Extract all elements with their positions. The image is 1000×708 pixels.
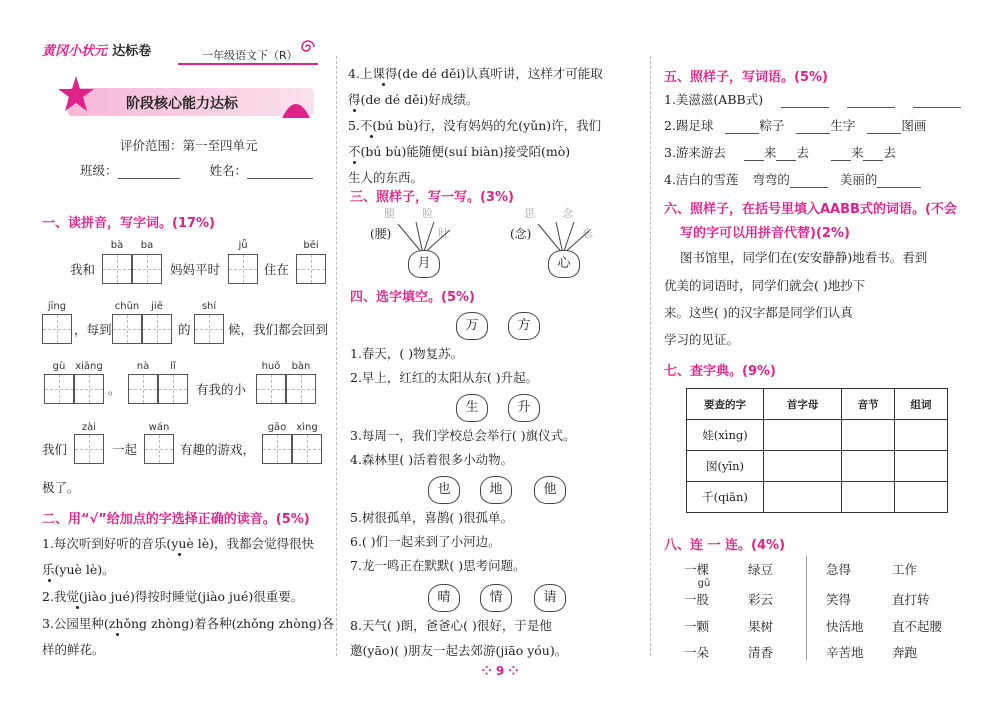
pinyin: gǔ — [697, 578, 711, 589]
pinyin: jǖ — [238, 240, 248, 251]
match-item[interactable]: 直不起腰 — [892, 619, 943, 634]
section-8-title: 八、连 一 连。(4%) — [664, 538, 786, 553]
text: 一起 — [112, 442, 138, 457]
emphasis-dot — [370, 135, 373, 138]
answer-blank[interactable] — [847, 107, 895, 108]
question-line: 生人的东西。 — [348, 170, 424, 185]
page-number: ⁘ 9 ⁘ — [481, 664, 519, 678]
question-line: 1.春天，( )物复苏。 — [350, 346, 464, 361]
question-line: 2.我觉(jiào jué)得按时睡觉(jiào jué)很重要。 — [42, 589, 304, 604]
question-line: 乐(yuè lè)。 — [42, 562, 115, 577]
answer-blank[interactable] — [744, 160, 764, 161]
text: 有我的小 — [196, 382, 247, 397]
paragraph-line: 优美的词语时，同学们就会( )地抄下 — [664, 278, 866, 293]
write-box[interactable] — [128, 374, 158, 404]
emphasis-dot — [382, 83, 385, 86]
write-box[interactable] — [142, 314, 172, 344]
answer-blank[interactable] — [781, 107, 829, 108]
write-box[interactable] — [74, 374, 104, 404]
match-item[interactable]: 绿豆 — [748, 562, 774, 577]
question-line: 3.公园里种(zhǒng zhòng)着各种(zhǒng zhòng)各 — [42, 616, 335, 631]
text: ，每到 — [74, 322, 112, 337]
pinyin: wán — [148, 422, 170, 433]
paragraph-line: 学习的见证。 — [664, 332, 740, 347]
question-line: 得(de dé děi)好成绩。 — [348, 92, 479, 107]
class-field: 班级： 姓名： — [80, 163, 313, 179]
match-item[interactable]: 辛苦地 — [826, 645, 864, 660]
question-line: 5.不(bú bù)行，没有妈妈的允(yǔn)许，我们 — [348, 118, 602, 133]
text: 极了。 — [42, 480, 80, 495]
text: 妈妈平时 — [170, 262, 221, 277]
pinyin: ba — [140, 240, 154, 251]
char-option: 升 — [508, 394, 540, 422]
banner-title: 阶段核心能力达标 — [126, 96, 238, 112]
question-line: 样的鲜花。 — [42, 642, 105, 657]
class-blank[interactable] — [118, 178, 180, 179]
pinyin: jīng — [47, 301, 67, 312]
section-2-title: 二、用“√”给加点的字选择正确的读音。(5%) — [42, 512, 310, 527]
char-option: 地 — [480, 476, 512, 504]
col-header: 首字母 — [764, 389, 842, 420]
section-5-title: 五、照样子，写词语。(5%) — [664, 70, 828, 85]
brand-name: 黄冈小状元 — [42, 44, 108, 59]
answer-blank[interactable] — [796, 133, 830, 134]
pinyin: chūn — [114, 301, 140, 312]
match-item[interactable]: 彩云 — [748, 592, 774, 607]
text: 的 — [178, 322, 191, 337]
dictionary-table — [686, 388, 948, 513]
table-row: 娃(xìng) — [687, 420, 948, 451]
write-box[interactable] — [262, 434, 292, 464]
char-option: 情 — [480, 584, 512, 612]
answer-blank[interactable] — [831, 160, 851, 161]
pinyin: gāo — [267, 422, 287, 433]
grade-label: 一年级语文下（R） — [178, 44, 318, 65]
question-line: 8.天气( )朗，爸爸心( )很好，于是他 — [350, 618, 552, 633]
emphasis-dot — [116, 633, 119, 636]
match-item[interactable]: 笑得 — [826, 592, 852, 607]
char-option: 也 — [428, 476, 460, 504]
column-divider — [650, 56, 651, 656]
match-item[interactable]: 工作 — [892, 562, 918, 577]
match-item[interactable]: 一颗 — [684, 619, 710, 634]
char-option: 请 — [534, 584, 566, 612]
write-box[interactable] — [256, 374, 286, 404]
example-left: 腿 脸 (腰) 肚 月 — [368, 206, 478, 276]
pinyin: nà — [136, 361, 150, 372]
pinyin: bàn — [291, 361, 311, 372]
emphasis-dot — [48, 579, 51, 582]
text: 。 — [108, 382, 121, 397]
answer-blank[interactable] — [725, 133, 759, 134]
col-header: 音节 — [842, 389, 895, 420]
char-option: 万 — [456, 312, 488, 340]
example-right: 思 念 (念) 忘 心 — [508, 206, 618, 276]
pinyin: bēi — [303, 240, 319, 251]
write-box[interactable] — [112, 314, 142, 344]
question-line: 6.( )们一起来到了小河边。 — [350, 534, 501, 549]
emphasis-dot — [353, 109, 356, 112]
write-box[interactable] — [44, 374, 74, 404]
match-item[interactable]: 一棵 — [684, 562, 710, 577]
pinyin: gù — [52, 361, 66, 372]
char-option: 他 — [534, 476, 566, 504]
paragraph-line: 图书馆里，同学们在(安安静静)地看书。看到 — [680, 250, 928, 265]
s5-line-2: 2.踢足球 粽子 生字 图画 — [664, 118, 927, 133]
match-item[interactable]: 急得 — [826, 562, 852, 577]
text: 有趣的游戏， — [180, 442, 256, 457]
question-line: 4.森林里( )活着很多小动物。 — [350, 452, 514, 467]
s5-line-3: 3.游来游去 来 去 来 去 — [664, 145, 896, 160]
radical-bowl: 心 — [548, 250, 580, 278]
section-1-title: 一、读拼音，写字词。(17%) — [42, 216, 215, 231]
match-item[interactable]: 清香 — [748, 645, 774, 660]
write-box[interactable] — [292, 434, 322, 464]
text: 住在 — [264, 262, 290, 277]
answer-blank[interactable] — [863, 160, 883, 161]
emphasis-dot — [353, 161, 356, 164]
answer-blank[interactable] — [776, 160, 796, 161]
shell-icon — [280, 96, 312, 122]
write-box[interactable] — [296, 254, 326, 284]
question-line: 不(bú bù)能随便(suí biàn)接受陌(mò) — [348, 144, 571, 159]
pinyin: lǐ — [170, 361, 176, 372]
match-item[interactable]: 奔跑 — [892, 645, 918, 660]
col-header: 组词 — [895, 389, 948, 420]
pinyin: xiāng — [75, 361, 103, 372]
section-7-title: 七、查字典。(9%) — [664, 364, 776, 379]
answer-blank[interactable] — [790, 187, 828, 188]
text: 我们 — [42, 442, 68, 457]
paragraph-line: 来。这些( )的汉字都是同学们认真 — [664, 305, 853, 320]
text: 候，我们都会回到 — [228, 322, 329, 337]
eval-scope: 评价范围：第一至四单元 — [120, 138, 258, 153]
section-6-title-cont: 写的字可以用拼音代替)(2%) — [680, 226, 850, 241]
question-line: 4.上课得(de dé děi)认真听讲，这样才可能取 — [348, 66, 603, 81]
section-3-title: 三、照样子，写一写。(3%) — [350, 190, 514, 205]
write-box[interactable] — [42, 314, 72, 344]
answer-blank[interactable] — [913, 107, 961, 108]
question-line: 5.树很孤单，喜鹊( )很孤单。 — [350, 510, 514, 525]
starfish-icon — [56, 74, 96, 114]
text: 我和 — [70, 262, 96, 277]
write-box[interactable] — [102, 254, 132, 284]
match-item[interactable]: 直打转 — [892, 592, 930, 607]
emphasis-dot — [178, 553, 181, 556]
char-option: 方 — [508, 312, 540, 340]
write-box[interactable] — [132, 254, 162, 284]
col-header: 要查的字 — [687, 389, 764, 420]
pinyin: xìng — [296, 422, 318, 433]
match-item[interactable]: 一朵 — [684, 645, 710, 660]
match-item[interactable]: 一股 — [684, 592, 710, 607]
question-line: 邀(yāo)( )朋友一起去郊游(jiāo yóu)。 — [350, 643, 568, 658]
char-option: 晴 — [428, 584, 460, 612]
section-6-title: 六、照样子，在括号里填入AABB式的词语。(不会 — [664, 202, 957, 217]
emphasis-dot — [76, 606, 79, 609]
question-line: 7.龙一鸣正在默默( )思考问题。 — [350, 558, 526, 573]
question-line: 2.早上，红红的太阳从东( )升起。 — [350, 370, 539, 385]
pinyin: zài — [81, 422, 97, 433]
match-item[interactable]: 快活地 — [826, 619, 864, 634]
swirl-icon — [296, 38, 320, 56]
char-option: 生 — [456, 394, 488, 422]
pinyin: bà — [110, 240, 124, 251]
pinyin: jiē — [151, 301, 163, 312]
section-4-title: 四、选字填空。(5%) — [350, 290, 475, 305]
match-item[interactable]: 果树 — [748, 619, 774, 634]
pinyin: huǒ — [261, 361, 281, 372]
write-box[interactable] — [144, 434, 174, 464]
question-line: 3.每周一，我们学校总会举行( )旗仪式。 — [350, 428, 576, 443]
pinyin: shí — [201, 301, 217, 312]
column-divider — [336, 56, 337, 656]
table-row: 囡(yīn) — [687, 451, 948, 482]
write-box[interactable] — [228, 254, 258, 284]
match-divider — [806, 556, 807, 660]
brand-logo — [42, 40, 151, 59]
write-box[interactable] — [194, 314, 224, 344]
answer-blank[interactable] — [877, 187, 921, 188]
s5-line-1: 1.美滋滋(ABB式) — [664, 92, 961, 108]
name-blank[interactable] — [247, 178, 313, 179]
write-box[interactable] — [74, 434, 104, 464]
write-box[interactable] — [286, 374, 316, 404]
radical-bowl: 月 — [408, 250, 440, 278]
question-line: 1.每次听到好听的音乐(yuè lè)，我都会觉得很快 — [42, 536, 315, 551]
answer-blank[interactable] — [867, 133, 901, 134]
brand-sub: 达标卷 — [112, 44, 152, 59]
s5-line-4: 4.洁白的雪莲 弯弯的 美丽的 — [664, 172, 921, 188]
write-box[interactable] — [158, 374, 188, 404]
table-row: 千(qiān) — [687, 482, 948, 513]
